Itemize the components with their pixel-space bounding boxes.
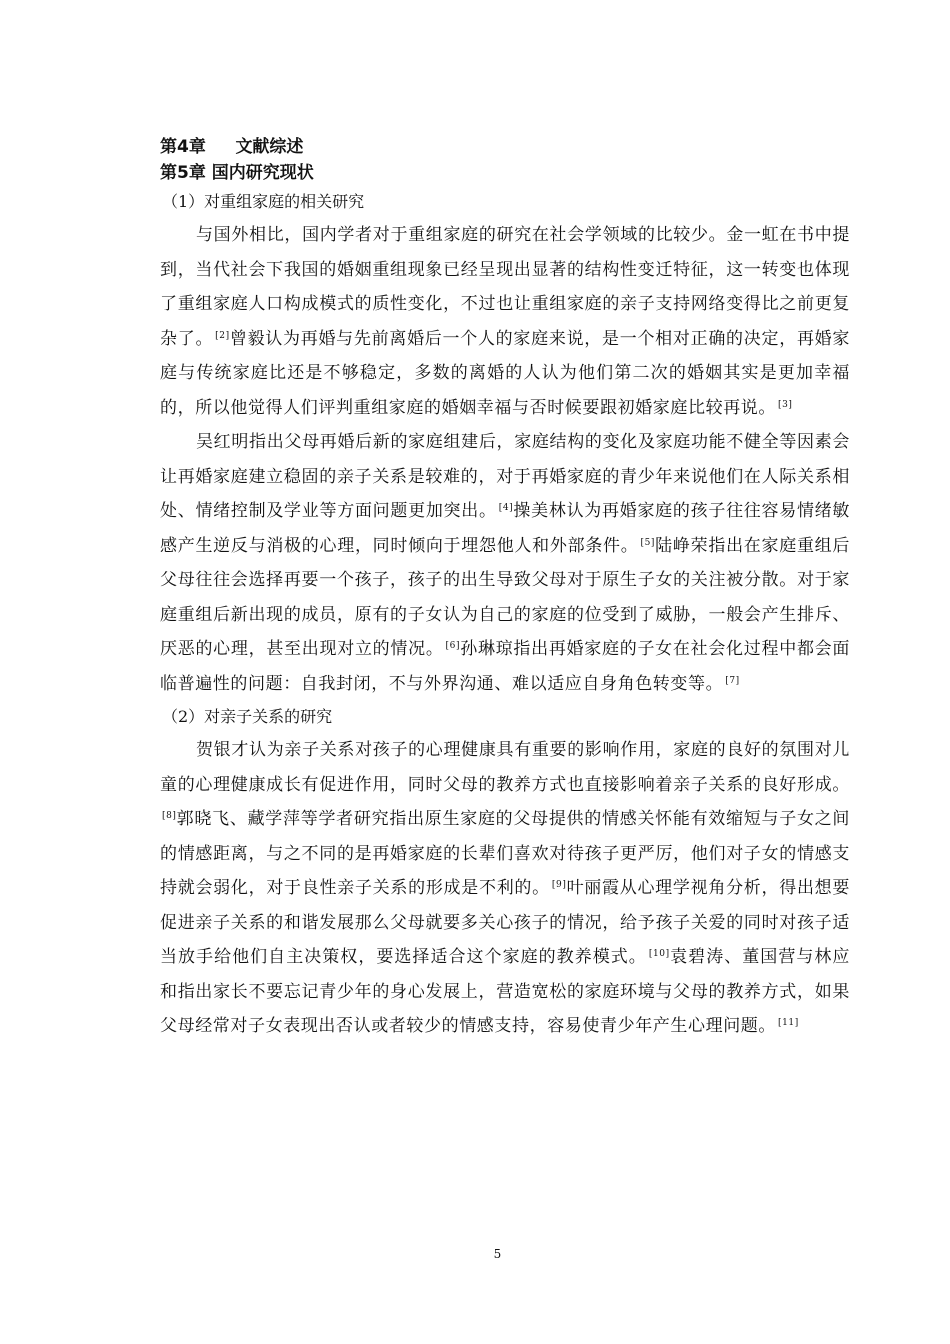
paragraph-text: 陆峥荣指出在家庭重组后父母往往会选择再要一个孩子，孩子的出生导致父母对于原生子女的关注被分散。对于家庭重组后新出现的成员，原有的子女认为自己的家庭的位受到了威胁，一般会产生排斥、厌恶的心理，甚至出现对立的情况。 [160,535,851,659]
chapter-heading [160,160,850,186]
paragraph-text: 叶丽霞从心理学视角分析，得出想要促进亲子关系的和谐发展那么父母就要多关心孩子的情况，给予孩子关爱的同时对孩子适当放手给他们自主决策权，要选择适合这个家庭的教养模式。 [160,878,850,967]
citation-ref[interactable]: [6] [445,641,461,651]
paragraph-text: 曾毅认为再婚与先前离婚后一个人的家庭来说，是一个相对正确的决定，再婚家庭与传统家庭比还是不够稳定，多数的离婚的人认为他们第二次的婚姻其实是更加幸福的，所以他觉得人们评判重组家庭的婚姻幸福与否时候要跟初婚家庭比较再说。 [160,328,850,418]
citation-ref[interactable]: [4] [498,503,514,513]
section-heading: （2）对亲子关系的研究 [162,707,333,726]
citation-ref[interactable]: [7] [725,675,740,686]
citation-ref[interactable]: [8] [162,811,177,821]
chapter-title: 文献综述 [235,137,304,157]
paragraph-text: 袁碧涛、董国营与林应和指出家长不要忘记青少年的身心发展上，营造宽松的家庭环境与父母的教养方式，如果父母经常对子女表现出否认或者较少的情感支持，容易使青少年产生心理问题。 [160,947,851,1036]
paragraph-text: 孙琳琼指出再婚家庭的子女在社会化过程中都会面临普遍性的问题：自我封闭，不与外界沟通、难以适应自身角色转变等。 [160,639,850,694]
citation-ref[interactable]: [3] [778,399,793,410]
paragraph-text: 贺银才认为亲子关系对孩子的心理健康具有重要的影响作用，家庭的良好的氛围对儿童的心理健康成长有促进作用，同时父母的教养方式也直接影响着亲子关系的良好形成。 [160,740,850,795]
citation-ref[interactable]: [10] [648,949,670,959]
citation-ref[interactable]: [2] [215,330,230,341]
paragraph-text: 操美林认为再婚家庭的孩子往往容易情绪敏感产生逆反与消极的心理，同时倾向于埋怨他人和外部条件。 [160,501,850,556]
body-paragraph [160,733,850,1044]
chapter-heading [160,134,850,160]
section-heading: （1）对重组家庭的相关研究 [162,192,365,211]
page-number: 5 [493,1247,502,1261]
chapter-title: 国内研究现状 [211,163,314,183]
paragraph-text: 郭晓飞、藏学萍等学者研究指出原生家庭的父母提供的情感关怀能有效缩短与子女之间的情感距离，与之不同的是再婚家庭的长辈们喜欢对待孩子更严厉，他们对子女的情感支持就会弱化，对于良性亲子关系的形成是不利的。 [160,809,850,898]
page-content [160,134,850,1044]
chapter-number: 第4章 [160,137,206,157]
body-paragraph [160,425,850,701]
paragraph-text: 与国外相比，国内学者对于重组家庭的研究在社会学领域的比较少。金一虹在书中提到，当代社会下我国的婚姻重组现象已经呈现出显著的结构性变迁特征，这一转变也体现了重组家庭人口构成模式的质性变化，不过也让重组家庭的亲子支持网络变得比之前更复杂了。 [160,225,850,349]
chapter-number: 第5章 [160,163,206,183]
body-paragraph [160,218,850,425]
paragraph-text: 吴红明指出父母再婚后新的家庭组建后，家庭结构的变化及家庭功能不健全等因素会让再婚家庭建立稳固的亲子关系是较难的，对于再婚家庭的青少年来说他们在人际关系相处、情绪控制及学业等方面问题更加突出。 [160,432,850,521]
citation-ref[interactable]: [11] [778,1018,799,1028]
citation-ref[interactable]: [5] [640,537,656,548]
citation-ref[interactable]: [9] [551,880,567,890]
